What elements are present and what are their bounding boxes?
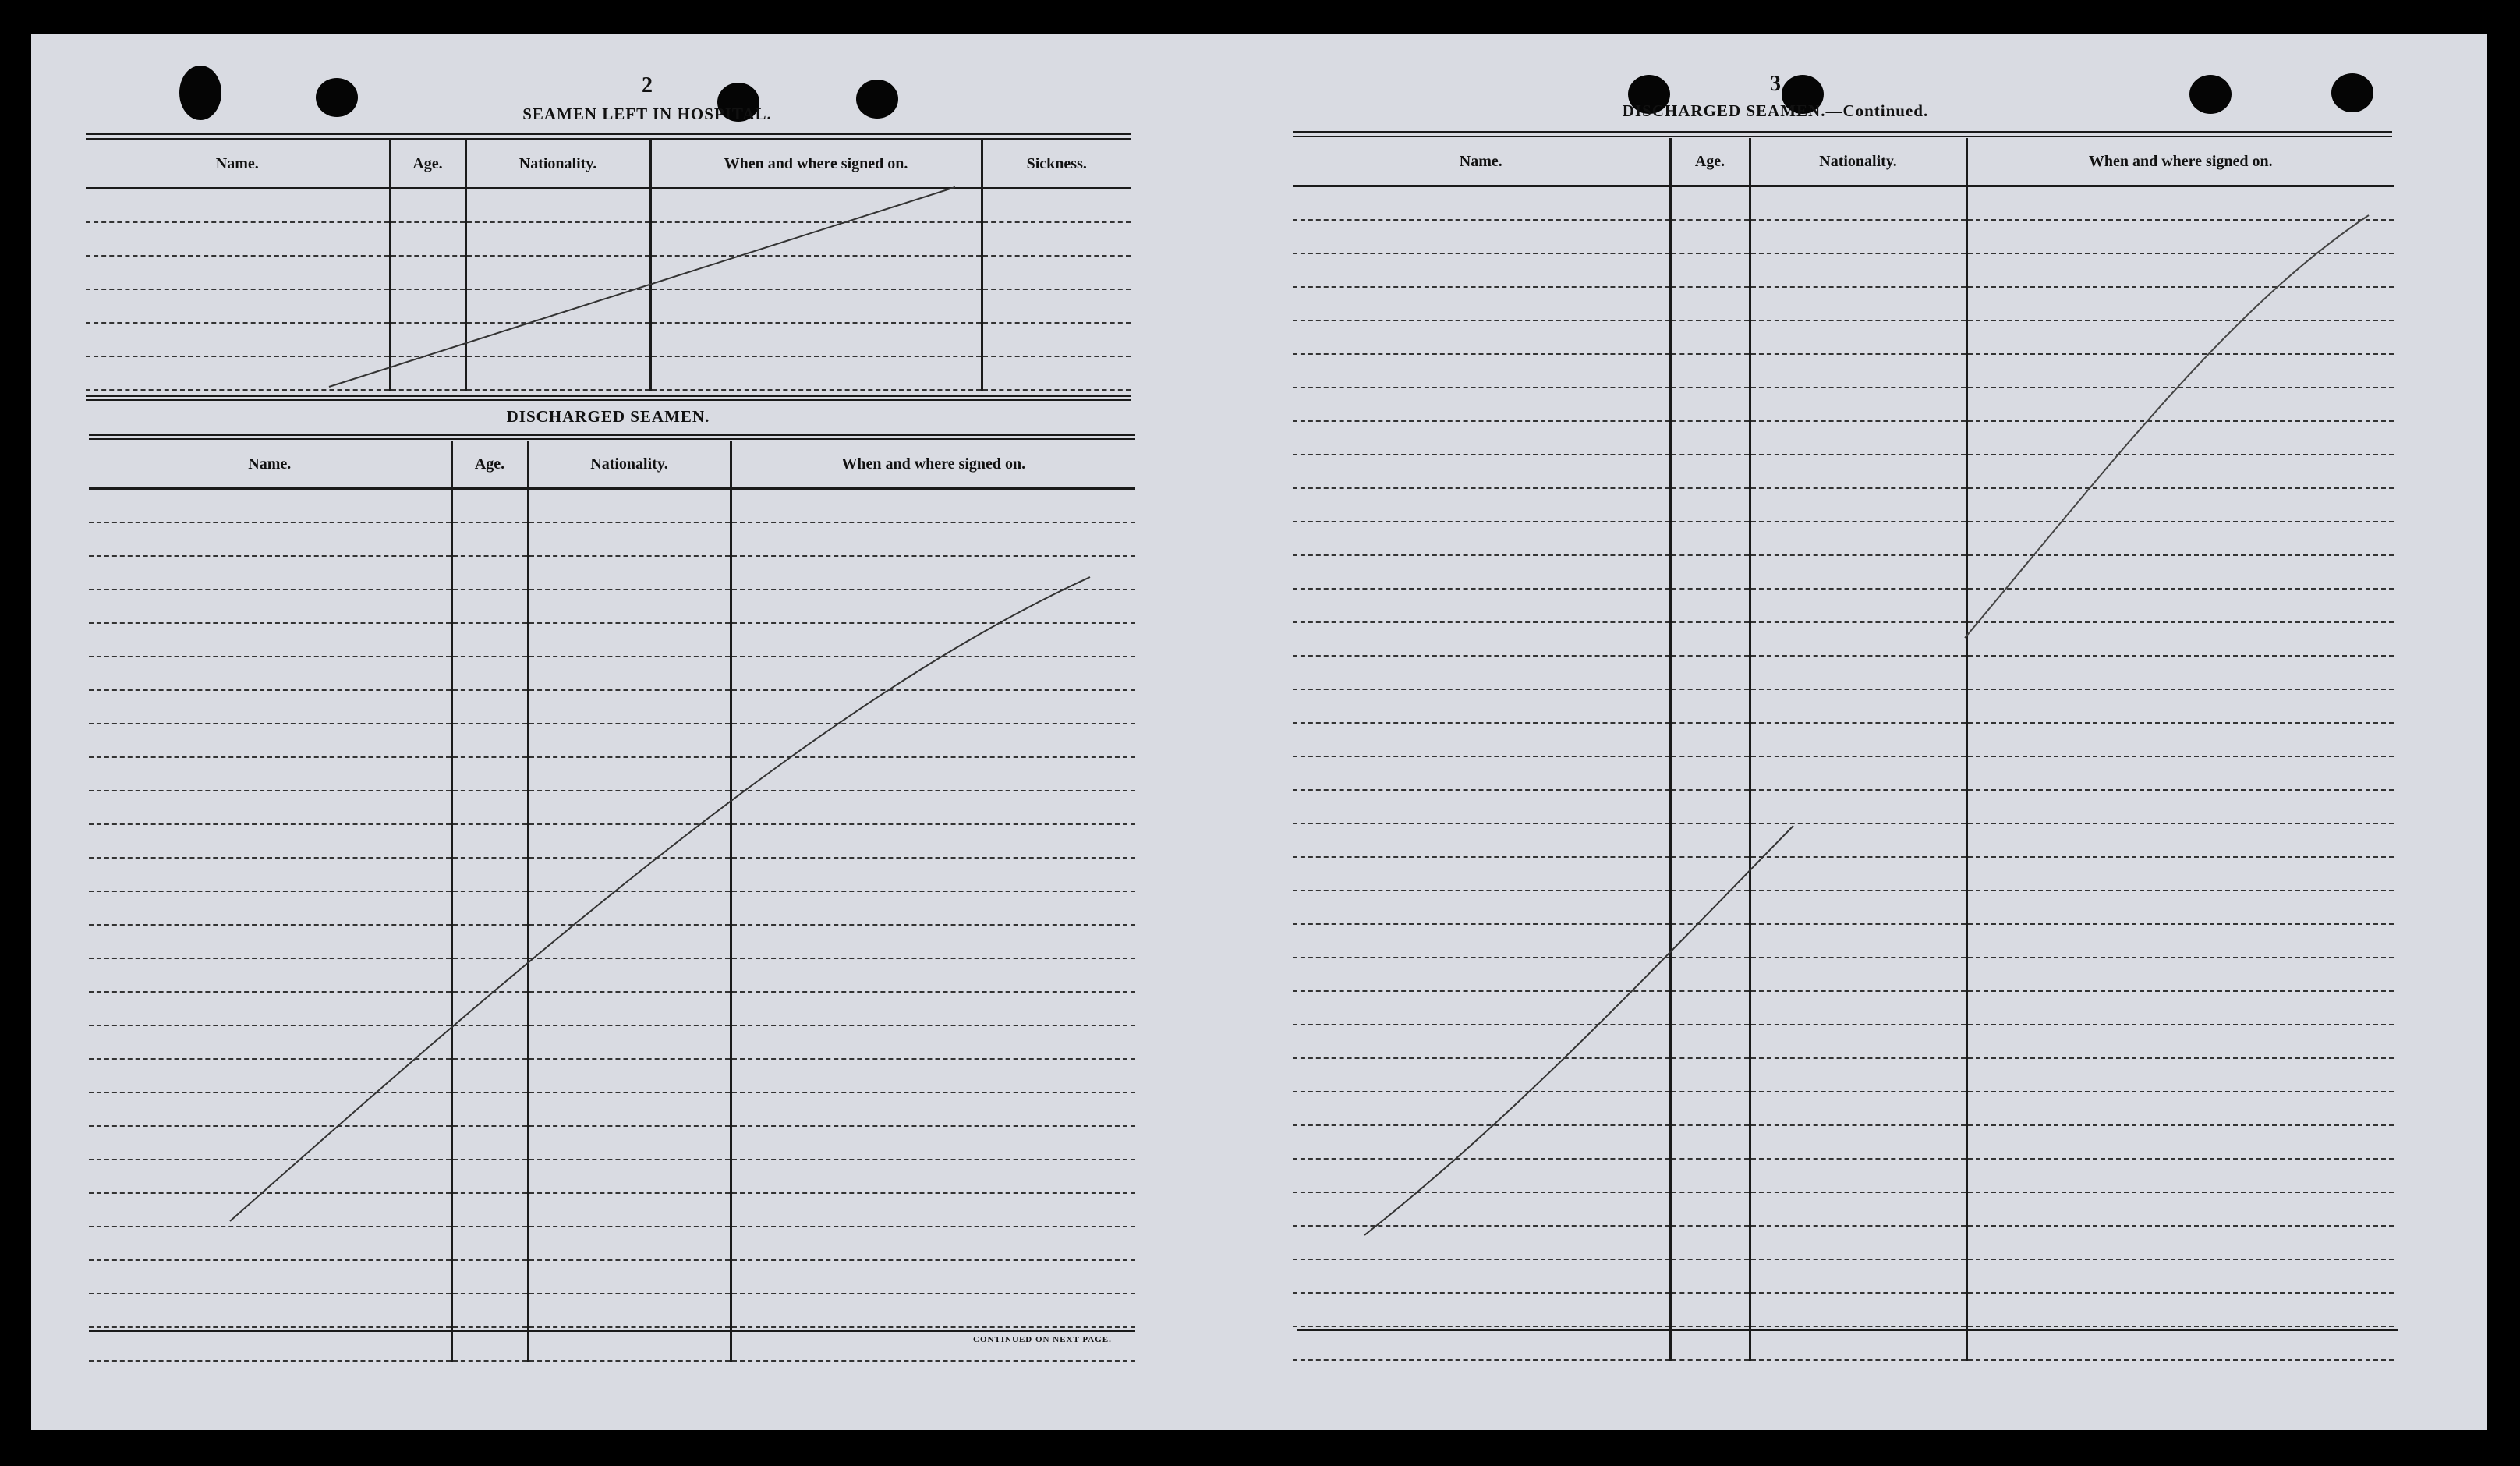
column-header: Nationality. xyxy=(528,441,731,489)
column-header: When and where signed on. xyxy=(650,140,982,189)
right-page xyxy=(1294,34,2456,1430)
column-header: Sickness. xyxy=(982,140,1131,189)
section-title-discharged-continued: DISCHARGED SEAMEN.—Continued. xyxy=(1622,101,1929,120)
continued-note: CONTINUED ON NEXT PAGE. xyxy=(973,1335,1112,1344)
column-header: Nationality. xyxy=(465,140,650,189)
cancellation-stroke xyxy=(1364,826,1793,1235)
cancellation-strokes xyxy=(86,34,1209,1430)
left-page xyxy=(86,34,1209,1430)
column-header: When and where signed on. xyxy=(731,441,1135,489)
cancellation-strokes xyxy=(1294,34,2456,1430)
page-number: 2 xyxy=(642,73,653,97)
cancellation-stroke xyxy=(329,187,955,387)
page-number: 3 xyxy=(1770,72,1781,96)
column-header: Nationality. xyxy=(1750,138,1966,186)
column-header: Age. xyxy=(390,140,465,189)
cancellation-stroke xyxy=(1965,215,2369,638)
column-header: Name. xyxy=(1293,138,1670,186)
column-header: Name. xyxy=(89,441,451,489)
cancellation-stroke xyxy=(230,577,1090,1221)
column-header: Age. xyxy=(451,441,528,489)
section-title-hospital: SEAMEN LEFT IN HOSPITAL. xyxy=(522,104,772,123)
column-header: Name. xyxy=(86,140,390,189)
column-header: When and where signed on. xyxy=(1966,138,2394,186)
column-header: Age. xyxy=(1670,138,1750,186)
section-title-discharged: DISCHARGED SEAMEN. xyxy=(506,407,710,426)
ledger-sheet xyxy=(31,34,2487,1430)
